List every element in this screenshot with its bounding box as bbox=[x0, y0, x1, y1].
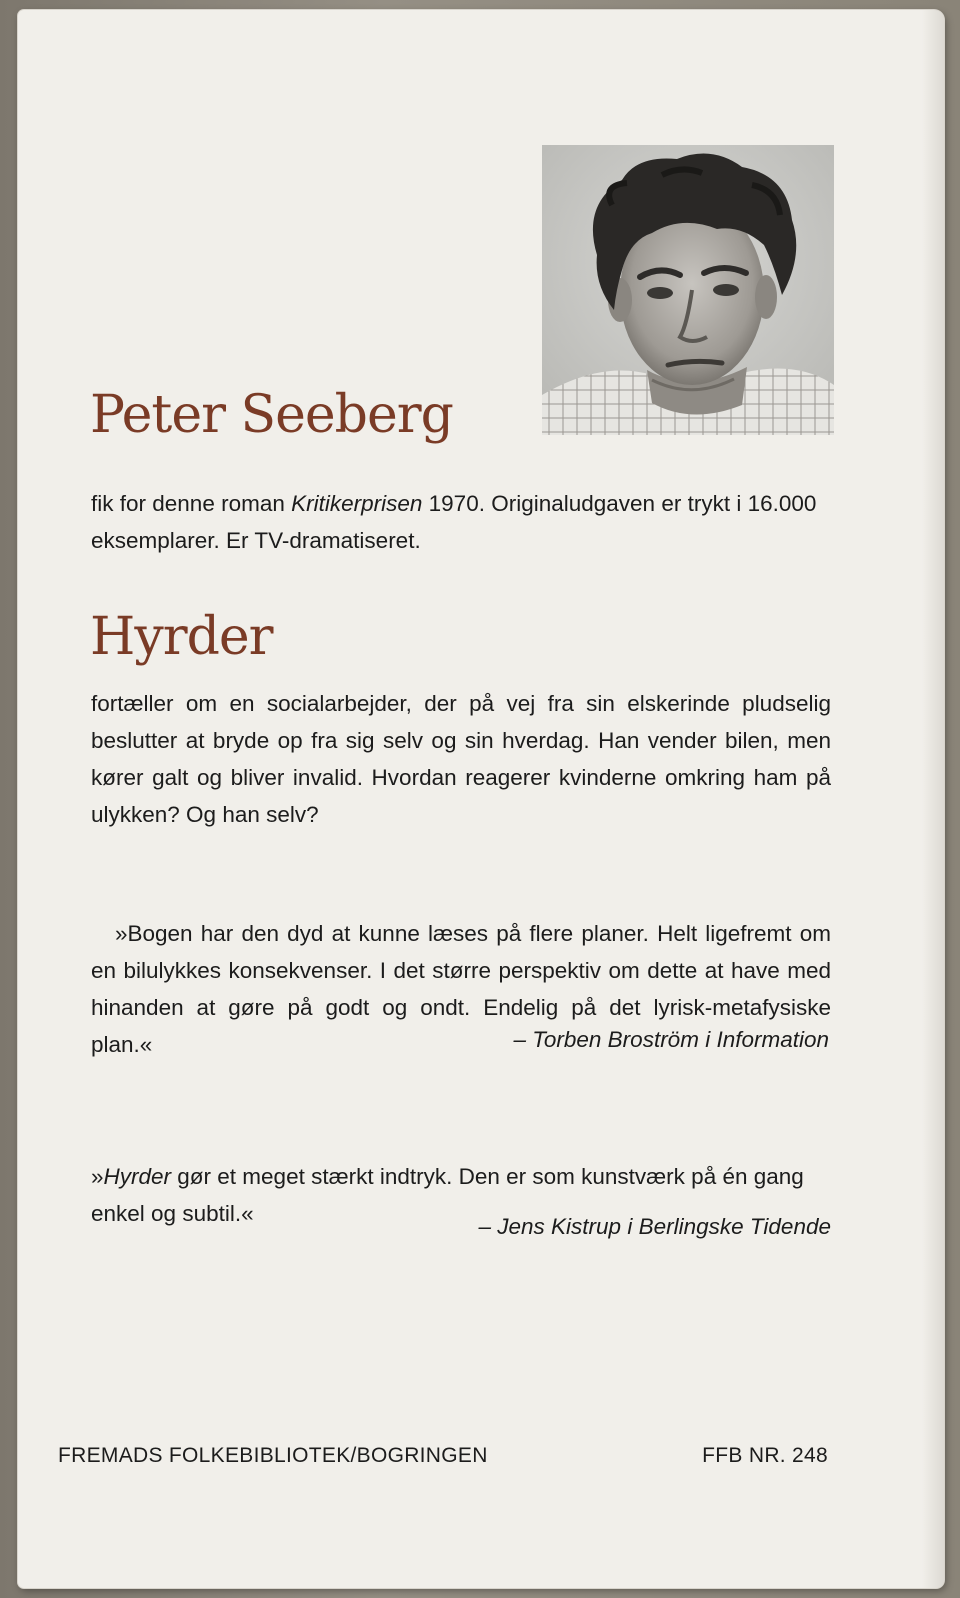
intro-text-start: fik for denne roman bbox=[91, 491, 292, 516]
quote-2-title: Hyrder bbox=[103, 1163, 172, 1189]
series-number: FFB NR. 248 bbox=[702, 1444, 828, 1467]
author-name: Peter Seeberg bbox=[90, 385, 453, 445]
publisher-name: FREMADS FOLKEBIBLIOTEK/BOGRINGEN bbox=[58, 1444, 488, 1467]
description-text: fortæller om en socialarbejder, der på vej fra sin elskerinde pludselig beslutter at bryde op fra sig selv og sin hverdag. Han vender bilen, men kører galt og bliver invalid. Hvordan reagerer kvinderne omkring ham på ulykken? Og han selv? bbox=[91, 691, 831, 827]
intro-text-end: 1970. Originaludgaven er trykt i 16.000 eksemplarer. Er TV-dramatiseret. bbox=[91, 491, 817, 553]
review-attribution-1: – Torben Broström i Information bbox=[513, 1027, 829, 1052]
book-description bbox=[91, 685, 831, 833]
book-back-cover bbox=[18, 10, 944, 1588]
author-photo bbox=[542, 145, 834, 435]
quote-2-rest: gør et meget stærkt indtryk. Den er som kunstværk på én gang enkel og subtil.« bbox=[91, 1163, 804, 1226]
quote-2-open: » bbox=[91, 1163, 104, 1189]
intro-paragraph bbox=[91, 485, 831, 559]
review-attribution-2: – Jens Kistrup i Berlingske Tidende bbox=[478, 1214, 831, 1239]
quote-1-text: »Bogen har den dyd at kunne læses på flere planer. Helt ligefremt om en bilulykkes konsekvenser. I det større perspektiv om dette at have med hinanden at gøre på godt og ondt. Endelig på det lyrisk-metafysiske plan.« bbox=[91, 920, 831, 1057]
book-title: Hyrder bbox=[90, 607, 273, 667]
author-portrait-image bbox=[542, 145, 834, 435]
prize-name: Kritikerprisen bbox=[291, 491, 423, 516]
